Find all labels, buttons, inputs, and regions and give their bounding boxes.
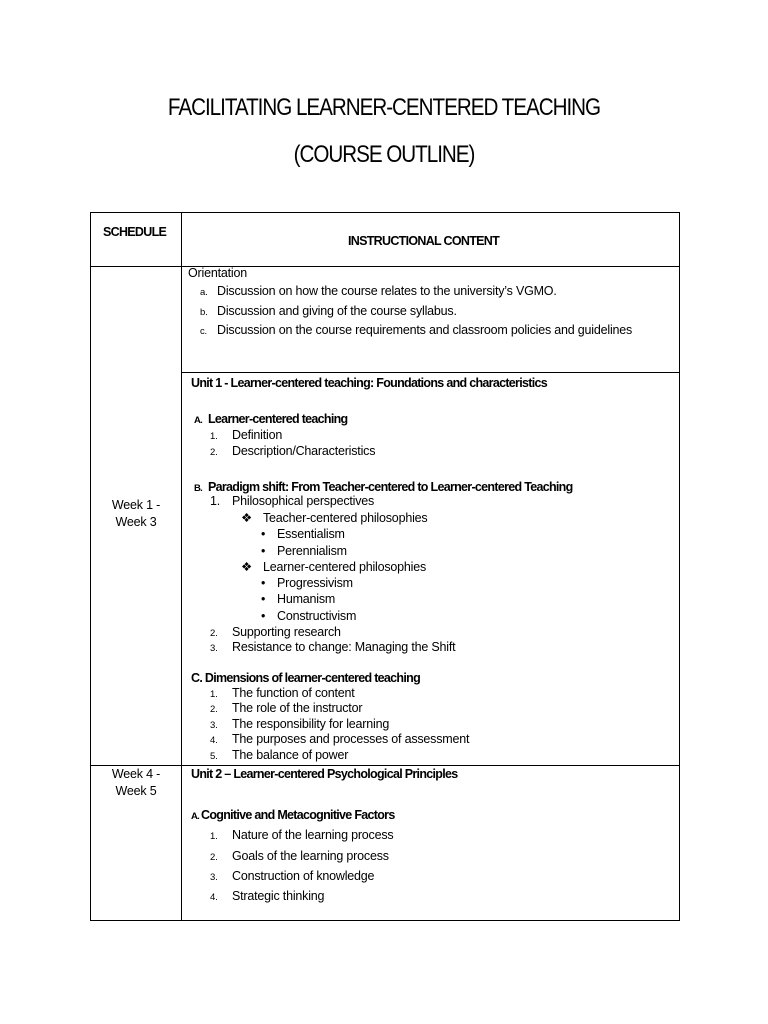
list-item: Resistance to change: Managing the Shift [232,640,456,654]
list-item: The purposes and processes of assessment [232,732,470,746]
list-item: Progressivism [277,576,353,590]
section-title: Learner-centered teaching [208,412,348,426]
list-item: Constructivism [277,609,357,623]
schedule-cell: Week 4 - [111,767,161,781]
bullet-icon: • [261,544,266,558]
list-item: Philosophical perspectives [232,494,375,508]
list-marker: 3. [210,643,218,654]
bullet-icon: • [261,527,266,541]
list-marker: 3. [210,720,218,731]
list-item: The role of the instructor [232,701,363,715]
list-marker: 1. [210,689,218,700]
header-divider [91,266,679,267]
schedule-cell: Week 5 [115,784,157,798]
bullet-icon: • [261,592,266,606]
list-marker: 3. [210,872,218,883]
document-title: FACILITATING LEARNER-CENTERED TEACHING [167,94,601,121]
unit-title: Unit 2 – Learner-centered Psychological Principles [191,767,458,781]
orientation-divider [181,372,679,373]
list-item: Construction of knowledge [232,869,375,883]
list-item: The function of content [232,686,355,700]
bullet-icon: • [261,576,266,590]
list-item: Essentialism [277,527,345,541]
list-marker: 1. [210,431,218,442]
list-item: Nature of the learning process [232,828,394,842]
course-outline-table [90,212,680,921]
list-marker: 4. [210,892,218,903]
list-marker: 2. [210,852,218,863]
list-item: Discussion and giving of the course syllabus. [217,304,457,318]
orientation-heading: Orientation [188,266,247,280]
schedule-cell: Week 1 - [111,498,161,512]
list-marker: a. [200,287,208,298]
schedule-cell: Week 3 [115,515,157,529]
column-divider [181,213,182,920]
diamond-bullet-icon: ❖ [241,560,253,574]
list-marker: 1. [210,494,221,508]
list-marker: c. [200,326,207,337]
list-marker: 4. [210,735,218,746]
list-marker: 1. [210,831,218,842]
document-subtitle: (COURSE OUTLINE) [293,141,475,168]
list-item: Supporting research [232,625,341,639]
list-item: The responsibility for learning [232,717,390,731]
list-item: Strategic thinking [232,889,325,903]
list-marker: 2. [210,704,218,715]
list-item: Definition [232,428,283,442]
content-header: INSTRUCTIONAL CONTENT [348,234,500,248]
list-item: Goals of the learning process [232,849,389,863]
list-marker: b. [200,307,208,318]
list-marker: 5. [210,751,218,762]
section-marker: A. [194,415,203,426]
unit-title: Unit 1 - Learner-centered teaching: Foundations and characteristics [191,376,547,390]
section-marker: A. [191,811,200,822]
diamond-bullet-icon: ❖ [241,511,253,525]
list-marker: 2. [210,447,218,458]
bullet-icon: • [261,609,266,623]
section-marker: B. [194,483,203,494]
list-item: Discussion on the course requirements and classroom policies and guidelines [217,323,633,337]
list-item: The balance of power [232,748,349,762]
schedule-header: SCHEDULE [103,225,167,239]
list-item: Humanism [277,592,336,606]
section-title: Cognitive and Metacognitive Factors [201,808,395,822]
section-title: C. Dimensions of learner-centered teaching [191,671,420,685]
list-item: Teacher-centered philosophies [263,511,428,525]
list-item: Perennialism [277,544,347,558]
section-title: Paradigm shift: From Teacher-centered to Learner-centered Teaching [208,480,573,494]
list-item: Discussion on how the course relates to the university’s VGMO. [217,284,557,298]
list-marker: 2. [210,628,218,639]
list-item: Learner-centered philosophies [263,560,427,574]
list-item: Description/Characteristics [232,444,376,458]
